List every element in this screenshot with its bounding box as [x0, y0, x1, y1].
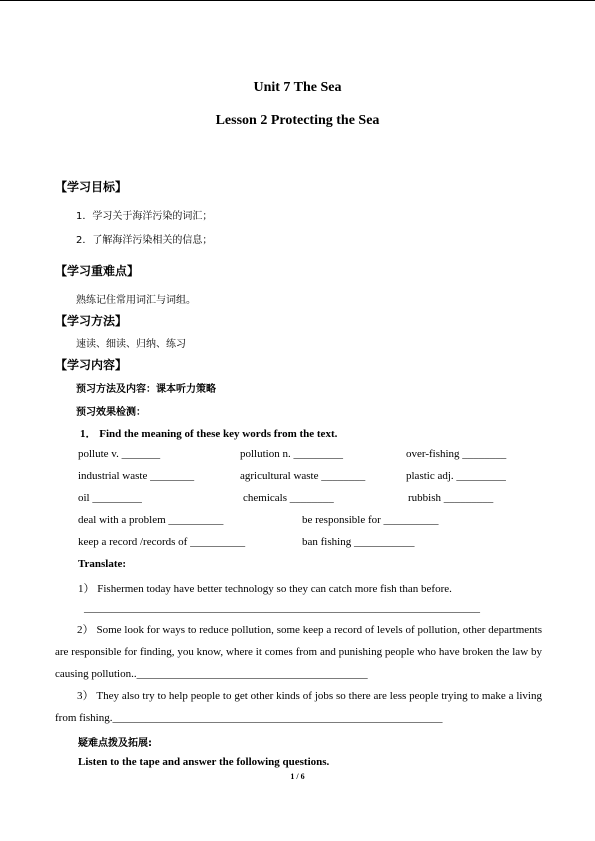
vocab-item: chemicals ________	[243, 492, 334, 504]
phrase-item: ban fishing ___________	[302, 536, 415, 548]
key-points-heading: 【学习重难点】	[55, 264, 140, 278]
page-number: 1 / 6	[290, 772, 305, 781]
answer-line: ________________________________________________________________________	[84, 602, 480, 614]
preview-check: 预习效果检测：	[76, 407, 146, 418]
lesson-title: Lesson 2 Protecting the Sea	[215, 113, 380, 128]
methods-text: 速读、细读、归纳、练习	[76, 339, 186, 350]
content-heading: 【学习内容】	[55, 358, 128, 372]
phrase-item: keep a record /records of __________	[78, 536, 246, 548]
page-title: Unit 7 The Sea	[253, 80, 342, 95]
sentence-1: 1） Fishermen today have better technology so they can catch more fish than before.	[78, 583, 452, 595]
sentence-3: 3） They also try to help people to get other kinds of jobs so there are less people trying to make a living from fishing.____________________________________________________________	[55, 690, 542, 724]
question-1: 1． Find the meaning of these key words from the text.	[80, 428, 338, 440]
preview-method: 预习方法及内容：课本听力策略	[76, 384, 216, 395]
vocab-item: over-fishing ________	[406, 448, 507, 460]
methods-heading: 【学习方法】	[55, 314, 128, 328]
phrase-item: deal with a problem __________	[78, 514, 224, 526]
listen-instruction: Listen to the tape and answer the following questions.	[78, 756, 330, 768]
top-rule	[0, 0, 595, 1]
vocab-item: industrial waste ________	[78, 470, 195, 482]
vocab-item: plastic adj. _________	[406, 470, 506, 482]
phrase-item: be responsible for __________	[302, 514, 439, 526]
vocab-item: rubbish _________	[408, 492, 494, 504]
key-points-text: 熟练记住常用词汇与词组。	[76, 295, 196, 306]
vocab-item: oil _________	[78, 492, 142, 504]
vocab-item: pollute v. _______	[78, 448, 161, 460]
objective-item-2: 2．了解海洋污染相关的信息；	[76, 235, 213, 246]
objective-item-1: 1．学习关于海洋污染的词汇；	[76, 211, 213, 222]
objectives-heading: 【学习目标】	[55, 180, 128, 194]
sentence-2: 2） Some look for ways to reduce pollution, some keep a record of levels of pollution, other departments are responsible for finding, you know, where it comes from and punishing people who have broken the law by causing pollution..__________________________________________	[55, 624, 542, 680]
translate-label: Translate:	[78, 558, 127, 570]
difficulty-heading: 疑难点拨及拓展:	[78, 738, 152, 749]
vocab-item: agricultural waste ________	[240, 470, 366, 482]
vocab-item: pollution n. _________	[240, 448, 343, 460]
